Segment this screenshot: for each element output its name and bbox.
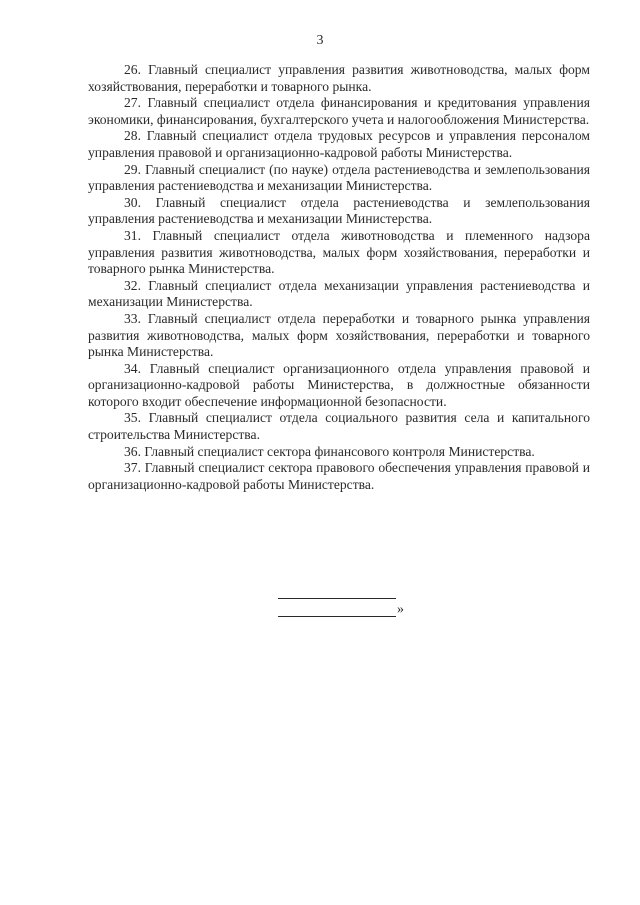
- list-item-26: 26. Главный специалист управления развития животноводства, малых форм хозяйствования, переработки и товарного рынка.: [88, 62, 590, 94]
- list-item-35: 35. Главный специалист отдела социального развития села и капитального строительства Министерства.: [88, 410, 590, 443]
- list-item-31: 31. Главный специалист отдела животноводства и племенного надзора управления развития животноводства, малых форм хозяйствования, переработки и товарного рынка Министерства.: [88, 227, 590, 277]
- list-item-36: 36. Главный специалист сектора финансового контроля Министерства.: [124, 443, 535, 459]
- closing-lines: [278, 586, 418, 617]
- divider-line-top: [278, 586, 396, 599]
- closing-row: [278, 603, 418, 617]
- closing-quote-mark: »: [397, 602, 404, 617]
- item-list: [88, 62, 590, 493]
- list-item-29: 29. Главный специалист (по науке) отдела растениеводства и землепользования управления растениеводства и механизации Министерства.: [88, 161, 590, 194]
- list-item-27: 27. Главный специалист отдела финансирования и кредитования управления экономики, финансирования, бухгалтерского учета и налогообложения Министерства.: [88, 95, 590, 127]
- list-item-37: 37. Главный специалист сектора правового обеспечения управления правовой и организационно-кадровой работы Министерства.: [88, 460, 590, 492]
- page-number: 3: [316, 33, 324, 48]
- list-item-28: 28. Главный специалист отдела трудовых ресурсов и управления персоналом управления правовой и организационно-кадровой работы Министерства.: [88, 128, 590, 160]
- list-item-33: 33. Главный специалист отдела переработки и товарного рынка управления развития животноводства, малых форм хозяйствования, переработки и товарного рынка Министерства.: [88, 310, 590, 360]
- list-item-32: 32. Главный специалист отдела механизации управления растениеводства и механизации Министерства.: [88, 277, 590, 310]
- list-item-34: 34. Главный специалист организационного отдела управления правовой и организационно-кадровой работы Министерства, в должностные обязанности которого входит обеспечение информационной безопасности.: [88, 360, 590, 409]
- divider-line-bottom: [278, 604, 396, 617]
- list-item-30: 30. Главный специалист отдела растениеводства и землепользования управления растениеводства и механизации Министерства.: [88, 194, 590, 227]
